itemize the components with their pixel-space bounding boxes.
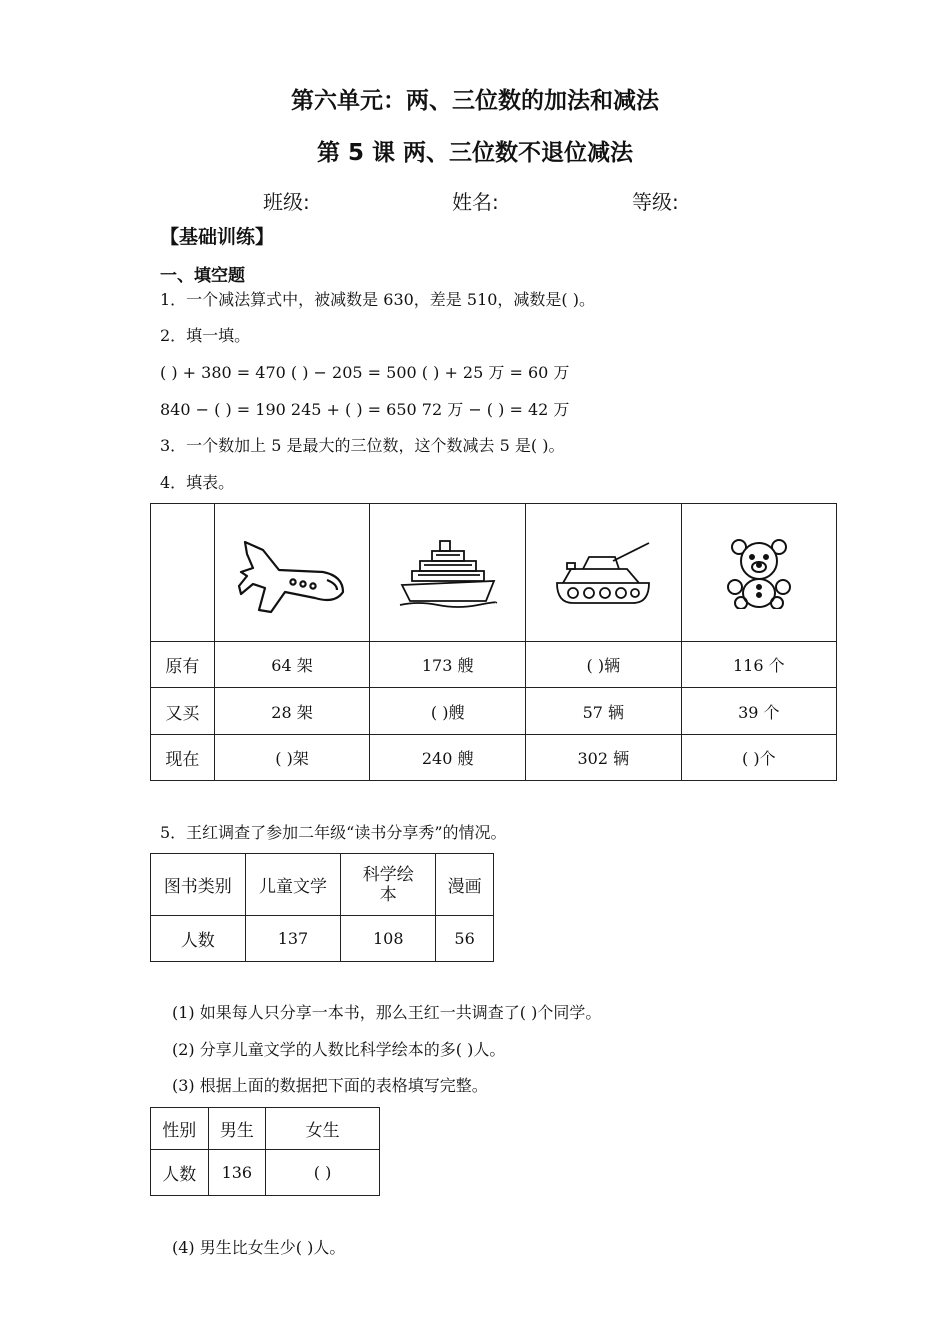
class-label: 班级: [263, 190, 310, 214]
table-row [151, 916, 494, 962]
table-cell: 39 个 [681, 688, 836, 735]
table-cell: 302 辆 [525, 735, 681, 781]
table-cell [214, 504, 370, 642]
grade-label: 等级: [632, 190, 679, 214]
answer-blank[interactable]: ( )架 [214, 735, 370, 781]
airplane-icon [235, 532, 350, 614]
column-header [341, 854, 436, 916]
table-row [151, 642, 837, 688]
answer-blank[interactable]: ( )艘 [370, 688, 526, 735]
question-5-sub-1: (1) 如果每人只分享一本书，那么王红一共调查了( )个同学。 [172, 1003, 602, 1022]
teddy-bear-icon [725, 537, 793, 609]
ship-icon [398, 537, 498, 609]
table-cell: 116 个 [681, 642, 836, 688]
table-row [151, 735, 837, 781]
column-header: 漫画 [436, 854, 494, 916]
table-row [151, 1150, 380, 1196]
question-5-sub-4: (4) 男生比女生少( )人。 [172, 1238, 346, 1257]
column-header-text: 科学绘本 [362, 864, 414, 905]
answer-blank[interactable]: ( ) [266, 1150, 380, 1196]
table-cell: 56 [436, 916, 494, 962]
question-2-title: 2．填一填。 [160, 326, 251, 345]
section-basic: 【基础训练】 [160, 226, 275, 248]
row-label: 又买 [151, 688, 215, 735]
question-1: 1．一个减法算式中，被减数是 630，差是 510，减数是( )。 [160, 290, 596, 309]
table-header-row [151, 1108, 380, 1150]
book-category-table [150, 853, 494, 962]
row-label: 人数 [151, 916, 246, 962]
table-corner-cell [151, 504, 215, 642]
table-row-icons [151, 504, 837, 642]
column-header: 儿童文学 [245, 854, 341, 916]
table-cell: 64 架 [214, 642, 370, 688]
vehicle-table [150, 503, 837, 781]
table-cell: 136 [208, 1150, 266, 1196]
table-cell: 173 艘 [370, 642, 526, 688]
column-header: 图书类别 [151, 854, 246, 916]
table-cell: 28 架 [214, 688, 370, 735]
row-label: 人数 [151, 1150, 209, 1196]
column-header: 男生 [208, 1108, 266, 1150]
table-cell: 137 [245, 916, 341, 962]
table-cell: 240 艘 [370, 735, 526, 781]
question-2-row-1: ( ) + 380 = 470 ( ) − 205 = 500 ( ) + 25 万 = 60 万 [160, 363, 570, 382]
table-cell [681, 504, 836, 642]
name-label: 姓名: [452, 190, 499, 214]
answer-blank[interactable]: ( )辆 [525, 642, 681, 688]
table-cell [525, 504, 681, 642]
question-5-title: 5．王红调查了参加二年级“读书分享秀”的情况。 [160, 823, 507, 842]
row-label: 原有 [151, 642, 215, 688]
tank-icon [553, 539, 653, 607]
question-5-sub-2: (2) 分享儿童文学的人数比科学绘本的多( )人。 [172, 1040, 506, 1059]
column-header: 女生 [266, 1108, 380, 1150]
table-cell: 108 [341, 916, 436, 962]
table-row [151, 688, 837, 735]
table-header-row [151, 854, 494, 916]
lesson-title: 第 5 课 两、三位数不退位减法 [316, 140, 634, 166]
table-cell [370, 504, 526, 642]
gender-table [150, 1107, 380, 1196]
row-label: 现在 [151, 735, 215, 781]
question-4-title: 4．填表。 [160, 473, 235, 492]
question-2-row-2: 840 − ( ) = 190 245 + ( ) = 650 72 万 − ( ) = 42 万 [160, 400, 570, 419]
column-header: 性别 [151, 1108, 209, 1150]
unit-title: 第六单元：两、三位数的加法和减法 [291, 88, 659, 114]
question-3: 3．一个数加上 5 是最大的三位数，这个数减去 5 是( )。 [160, 436, 565, 455]
section-fill-blank: 一、填空题 [160, 266, 245, 286]
answer-blank[interactable]: ( )个 [681, 735, 836, 781]
question-5-sub-3: (3) 根据上面的数据把下面的表格填写完整。 [172, 1076, 488, 1095]
table-cell: 57 辆 [525, 688, 681, 735]
